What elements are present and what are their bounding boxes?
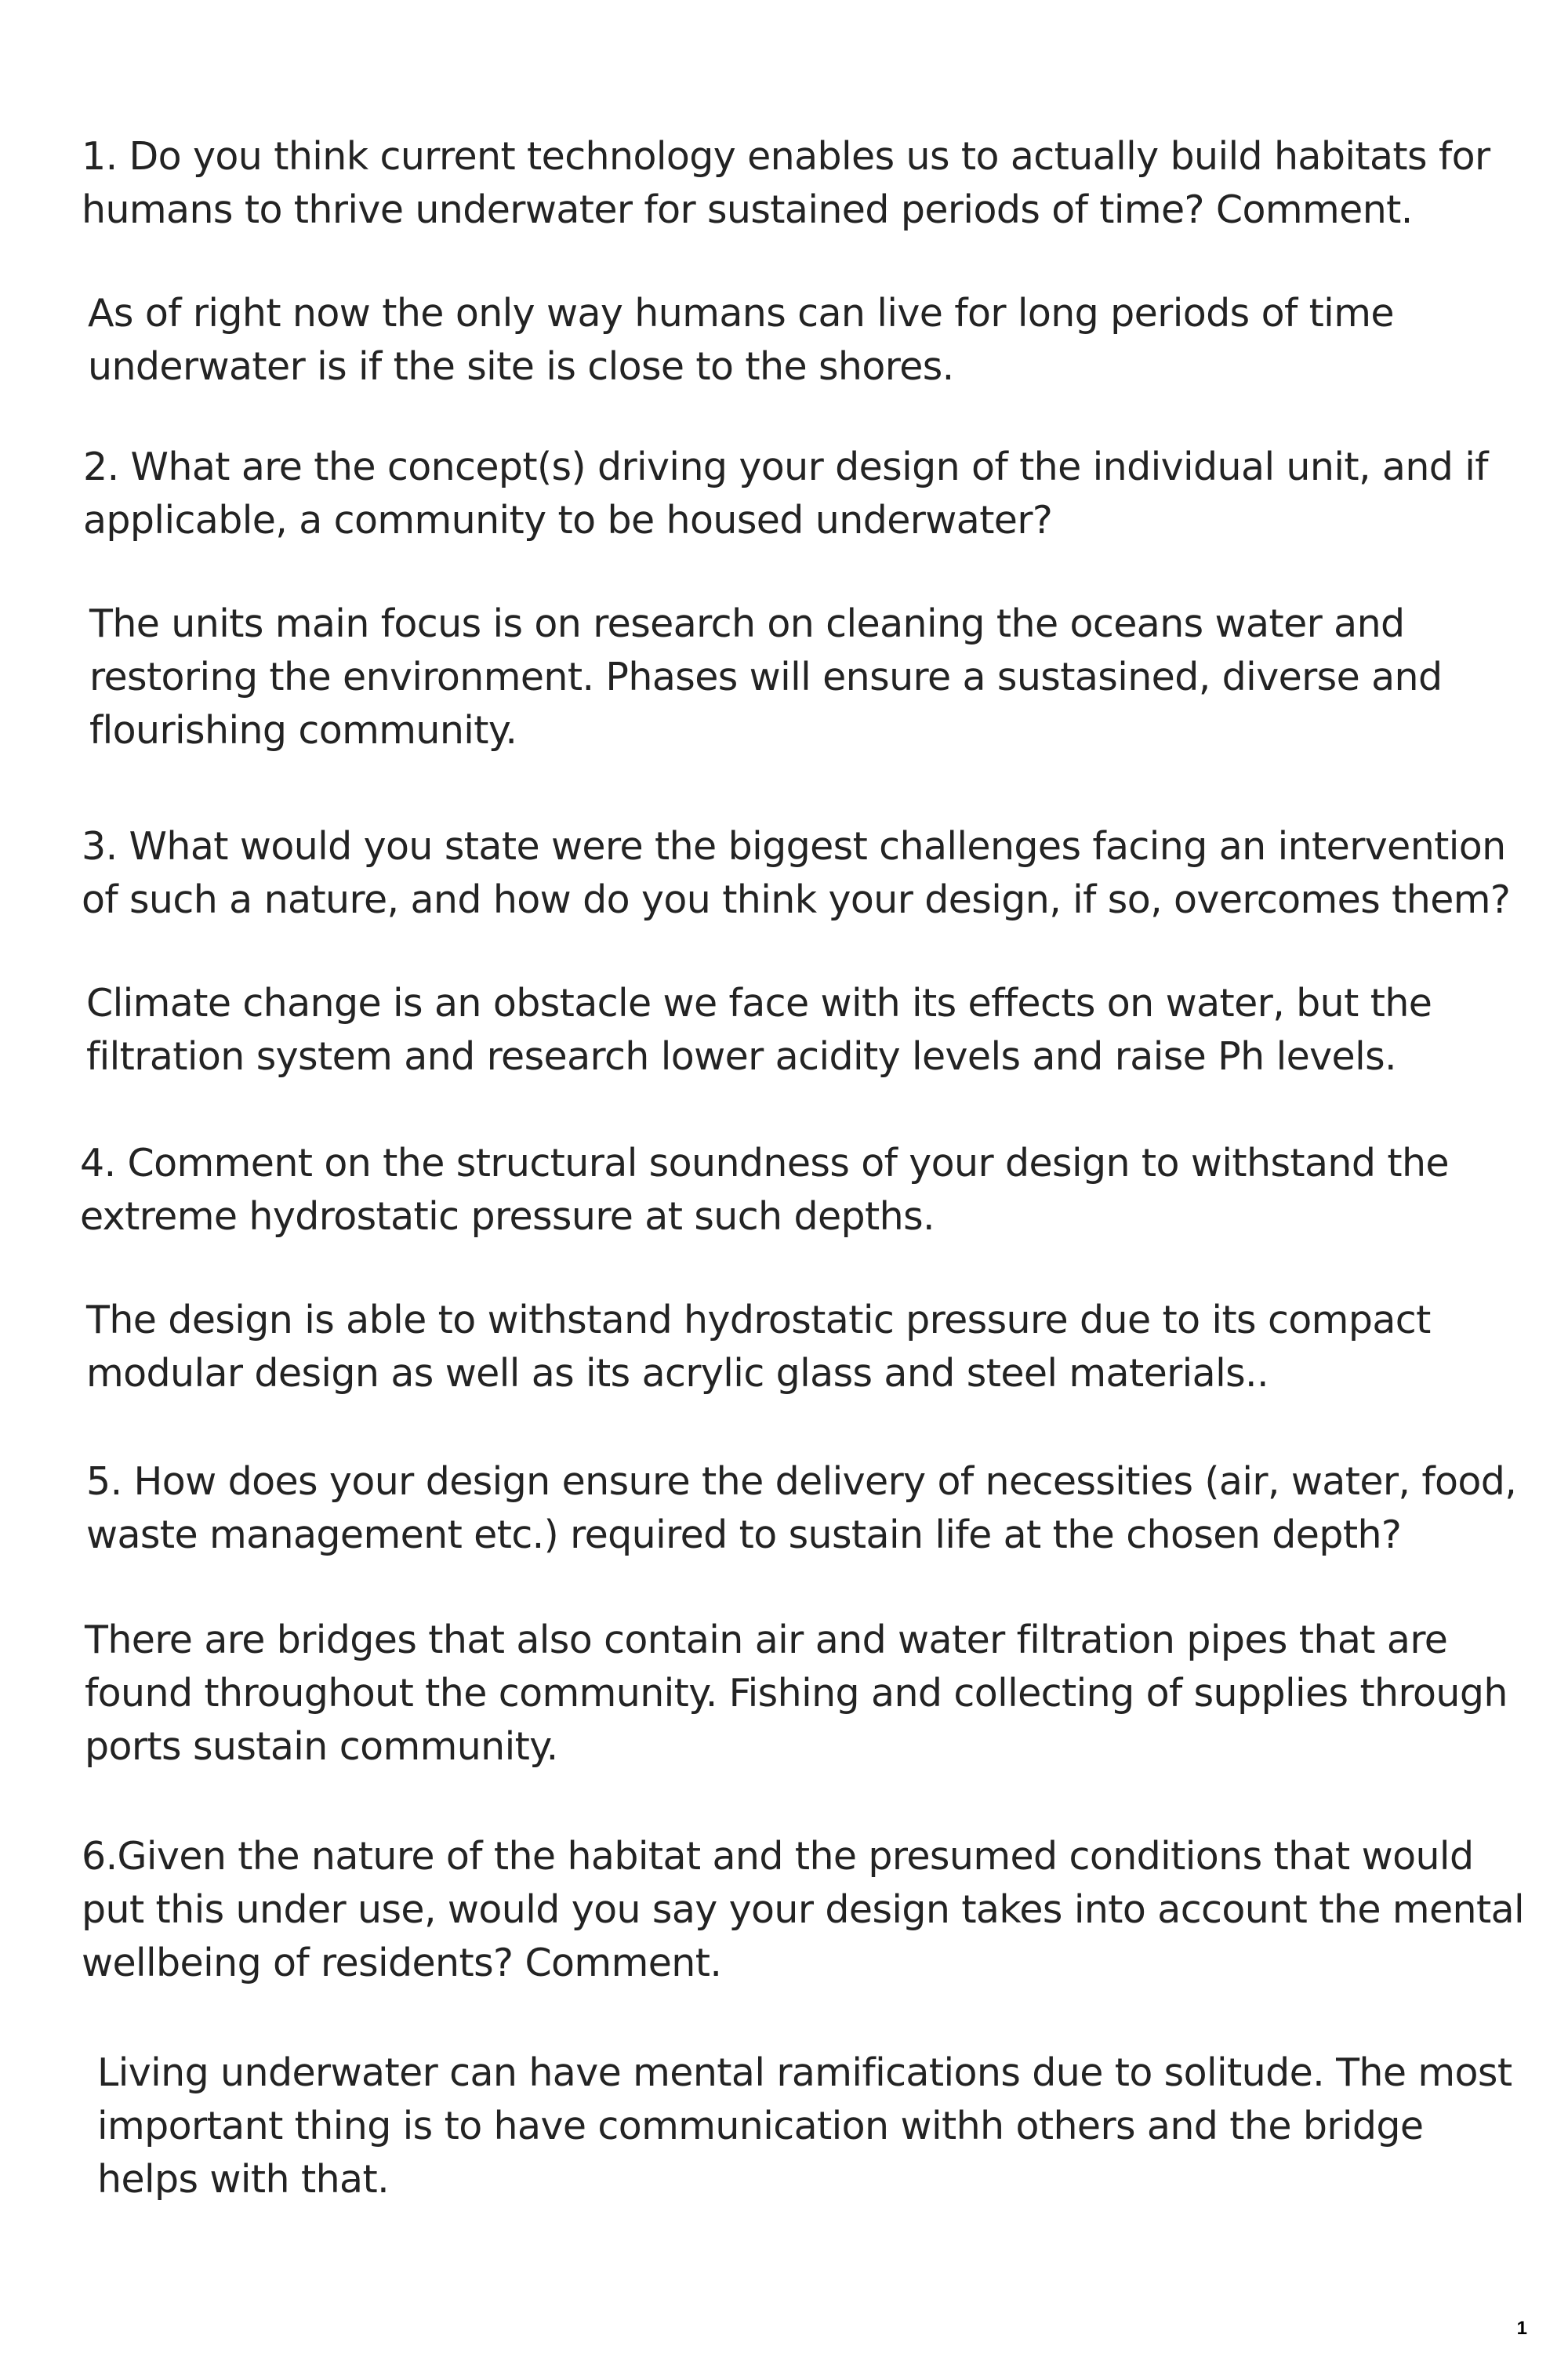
answer-4: The design is able to withstand hydrostatic pressure due to its compact modular design as well as its acrylic glass and steel materials.. [86, 1298, 1431, 1396]
question-3: 3. What would you state were the biggest challenges facing an intervention of such a nature, and how do you think your design, if so, overcomes them? [82, 824, 1511, 922]
answer-1: As of right now the only way humans can live for long periods of time underwater is if the site is close to the shores. [88, 291, 1394, 389]
answer-3: Climate change is an obstacle we face with its effects on water, but the filtration system and research lower acidity levels and raise Ph levels. [86, 981, 1432, 1079]
answer-5: There are bridges that also contain air and water filtration pipes that are found throughout the community. Fishing and collecting of supplies through ports sustain community. [85, 1618, 1508, 1769]
answer-2: The units main focus is on research on cleaning the oceans water and restoring the environment. Phases will ensure a sustasined, diverse and flourishing community. [89, 601, 1443, 753]
question-5: 5. How does your design ensure the delivery of necessities (air, water, food, waste management etc.) required to sustain life at the chosen depth? [86, 1459, 1517, 1557]
answer-6: Living underwater can have mental ramifications due to solitude. The most important thing is to have communication withh others and the bridge helps with that. [97, 2050, 1512, 2202]
question-1: 1. Do you think current technology enables us to actually build habitats for humans to thrive underwater for sustained periods of time? Comment. [82, 134, 1490, 232]
question-2: 2. What are the concept(s) driving your design of the individual unit, and if applicable, a community to be housed underwater? [83, 445, 1488, 543]
question-4: 4. Comment on the structural soundness of your design to withstand the extreme hydrostatic pressure at such depths. [80, 1141, 1449, 1239]
page-number: 1 [1516, 2318, 1527, 2339]
question-6: 6.Given the nature of the habitat and the presumed conditions that would put this under use, would you say your design takes into account the mental wellbeing of residents? Comment. [82, 1834, 1525, 1985]
